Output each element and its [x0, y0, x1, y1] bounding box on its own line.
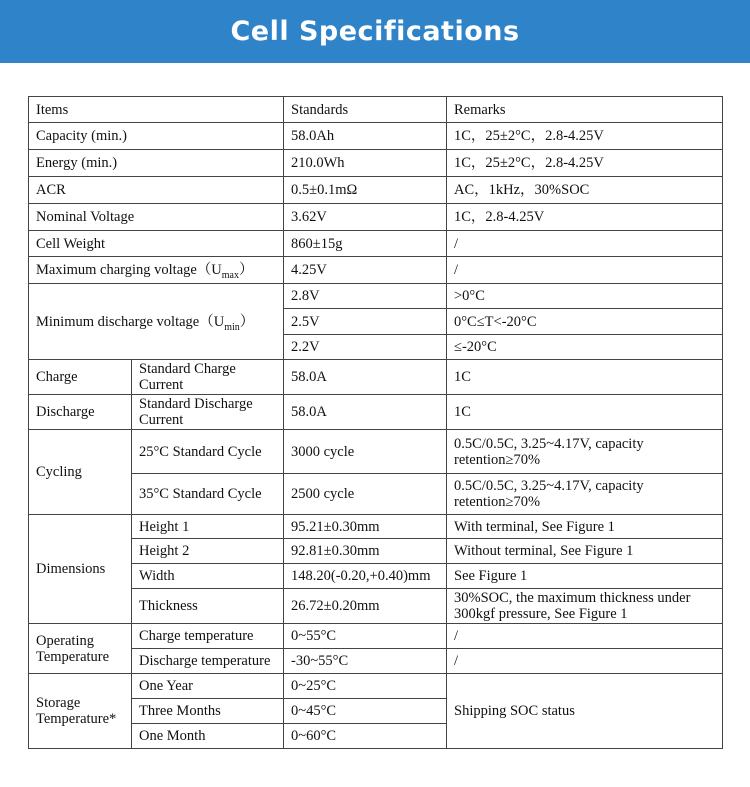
sub-item-cell: Width — [132, 564, 284, 589]
header-standards: Standards — [284, 97, 447, 123]
item-cell: Cycling — [29, 430, 132, 515]
remark-cell: Shipping SOC status — [447, 674, 723, 749]
remark-cell: ≤-20°C — [447, 335, 723, 360]
sub-item-cell: Charge temperature — [132, 624, 284, 649]
standard-cell: 2.8V — [284, 284, 447, 309]
sub-item-cell: 25°C Standard Cycle — [132, 430, 284, 474]
item-cell: Energy (min.) — [29, 150, 284, 177]
standard-cell: 3.62V — [284, 204, 447, 231]
item-cell: Discharge — [29, 395, 132, 430]
remark-cell: 1C，2.8-4.25V — [447, 204, 723, 231]
header-items: Items — [29, 97, 284, 123]
table-row — [29, 649, 723, 674]
standard-cell: 58.0A — [284, 360, 447, 395]
remark-cell: / — [447, 257, 723, 284]
standard-cell: 58.0A — [284, 395, 447, 430]
table-row — [29, 284, 723, 309]
item-cell: Dimensions — [29, 515, 132, 624]
item-cell: Cell Weight — [29, 231, 284, 257]
sub-item-cell: One Month — [132, 724, 284, 749]
table-row — [29, 360, 723, 395]
standard-cell: 26.72±0.20mm — [284, 589, 447, 624]
header-remarks: Remarks — [447, 97, 723, 123]
table-row — [29, 624, 723, 649]
table-row — [29, 564, 723, 589]
sub-item-cell: Height 1 — [132, 515, 284, 539]
standard-cell: 2.5V — [284, 309, 447, 335]
remark-cell: 1C — [447, 395, 723, 430]
table-row — [29, 395, 723, 430]
item-cell: Capacity (min.) — [29, 123, 284, 150]
item-cell — [29, 257, 284, 284]
table-header-row — [29, 97, 723, 123]
standard-cell: 3000 cycle — [284, 430, 447, 474]
remark-cell: AC，1kHz，30%SOC — [447, 177, 723, 204]
remark-cell: 1C — [447, 360, 723, 395]
sub-item-cell: 35°C Standard Cycle — [132, 474, 284, 515]
standard-cell: 0.5±0.1mΩ — [284, 177, 447, 204]
standard-cell: 210.0Wh — [284, 150, 447, 177]
table-row — [29, 123, 723, 150]
sub-item-cell: Height 2 — [132, 539, 284, 564]
standard-cell: -30~55°C — [284, 649, 447, 674]
item-cell: Nominal Voltage — [29, 204, 284, 231]
remark-cell: / — [447, 231, 723, 257]
page-title: Cell Specifications — [230, 16, 520, 47]
remark-cell: Without terminal, See Figure 1 — [447, 539, 723, 564]
standard-cell: 2.2V — [284, 335, 447, 360]
table-row — [29, 177, 723, 204]
table-row — [29, 539, 723, 564]
cell-spec-table — [28, 96, 723, 749]
remark-cell: With terminal, See Figure 1 — [447, 515, 723, 539]
table-row — [29, 204, 723, 231]
standard-cell: 860±15g — [284, 231, 447, 257]
item-text-suffix: ） — [239, 313, 255, 330]
remark-cell: 30%SOC, the maximum thickness under 300kgf pressure, See Figure 1 — [447, 589, 723, 624]
item-text-suffix: ） — [239, 262, 254, 278]
table-row — [29, 231, 723, 257]
table-row — [29, 515, 723, 539]
table-row — [29, 589, 723, 624]
remark-cell: / — [447, 649, 723, 674]
standard-cell: 2500 cycle — [284, 474, 447, 515]
sub-item-cell: Standard Discharge Current — [132, 395, 284, 430]
remark-cell: 0.5C/0.5C, 3.25~4.17V, capacity retention≥70% — [447, 430, 723, 474]
standard-cell: 95.21±0.30mm — [284, 515, 447, 539]
table-row — [29, 674, 723, 699]
item-subscript: max — [221, 269, 239, 281]
item-subscript: min — [224, 321, 240, 333]
item-text: Maximum charging voltage（U — [36, 262, 222, 278]
item-cell: Charge — [29, 360, 132, 395]
remark-cell: 0°C≤T<-20°C — [447, 309, 723, 335]
standard-cell: 0~25°C — [284, 674, 447, 699]
sub-item-cell: One Year — [132, 674, 284, 699]
remark-cell: 0.5C/0.5C, 3.25~4.17V, capacity retention≥70% — [447, 474, 723, 515]
standard-cell: 92.81±0.30mm — [284, 539, 447, 564]
remark-cell: See Figure 1 — [447, 564, 723, 589]
standard-cell: 58.0Ah — [284, 123, 447, 150]
table-row — [29, 430, 723, 474]
sub-item-cell: Thickness — [132, 589, 284, 624]
item-cell: ACR — [29, 177, 284, 204]
table-row — [29, 257, 723, 284]
table-row — [29, 150, 723, 177]
item-cell: Storage Temperature* — [29, 674, 132, 749]
sub-item-cell: Discharge temperature — [132, 649, 284, 674]
standard-cell: 148.20(-0.20,+0.40)mm — [284, 564, 447, 589]
remark-cell: / — [447, 624, 723, 649]
standard-cell: 0~60°C — [284, 724, 447, 749]
remark-cell: 1C，25±2°C，2.8-4.25V — [447, 123, 723, 150]
remark-cell: 1C，25±2°C，2.8-4.25V — [447, 150, 723, 177]
item-cell: Operating Temperature — [29, 624, 132, 674]
standard-cell: 0~55°C — [284, 624, 447, 649]
sub-item-cell: Standard Charge Current — [132, 360, 284, 395]
standard-cell: 0~45°C — [284, 699, 447, 724]
header-banner — [0, 0, 750, 63]
item-cell — [29, 284, 284, 360]
item-text: Minimum discharge voltage（U — [36, 313, 225, 330]
table-row — [29, 474, 723, 515]
remark-cell: >0°C — [447, 284, 723, 309]
standard-cell: 4.25V — [284, 257, 447, 284]
sub-item-cell: Three Months — [132, 699, 284, 724]
